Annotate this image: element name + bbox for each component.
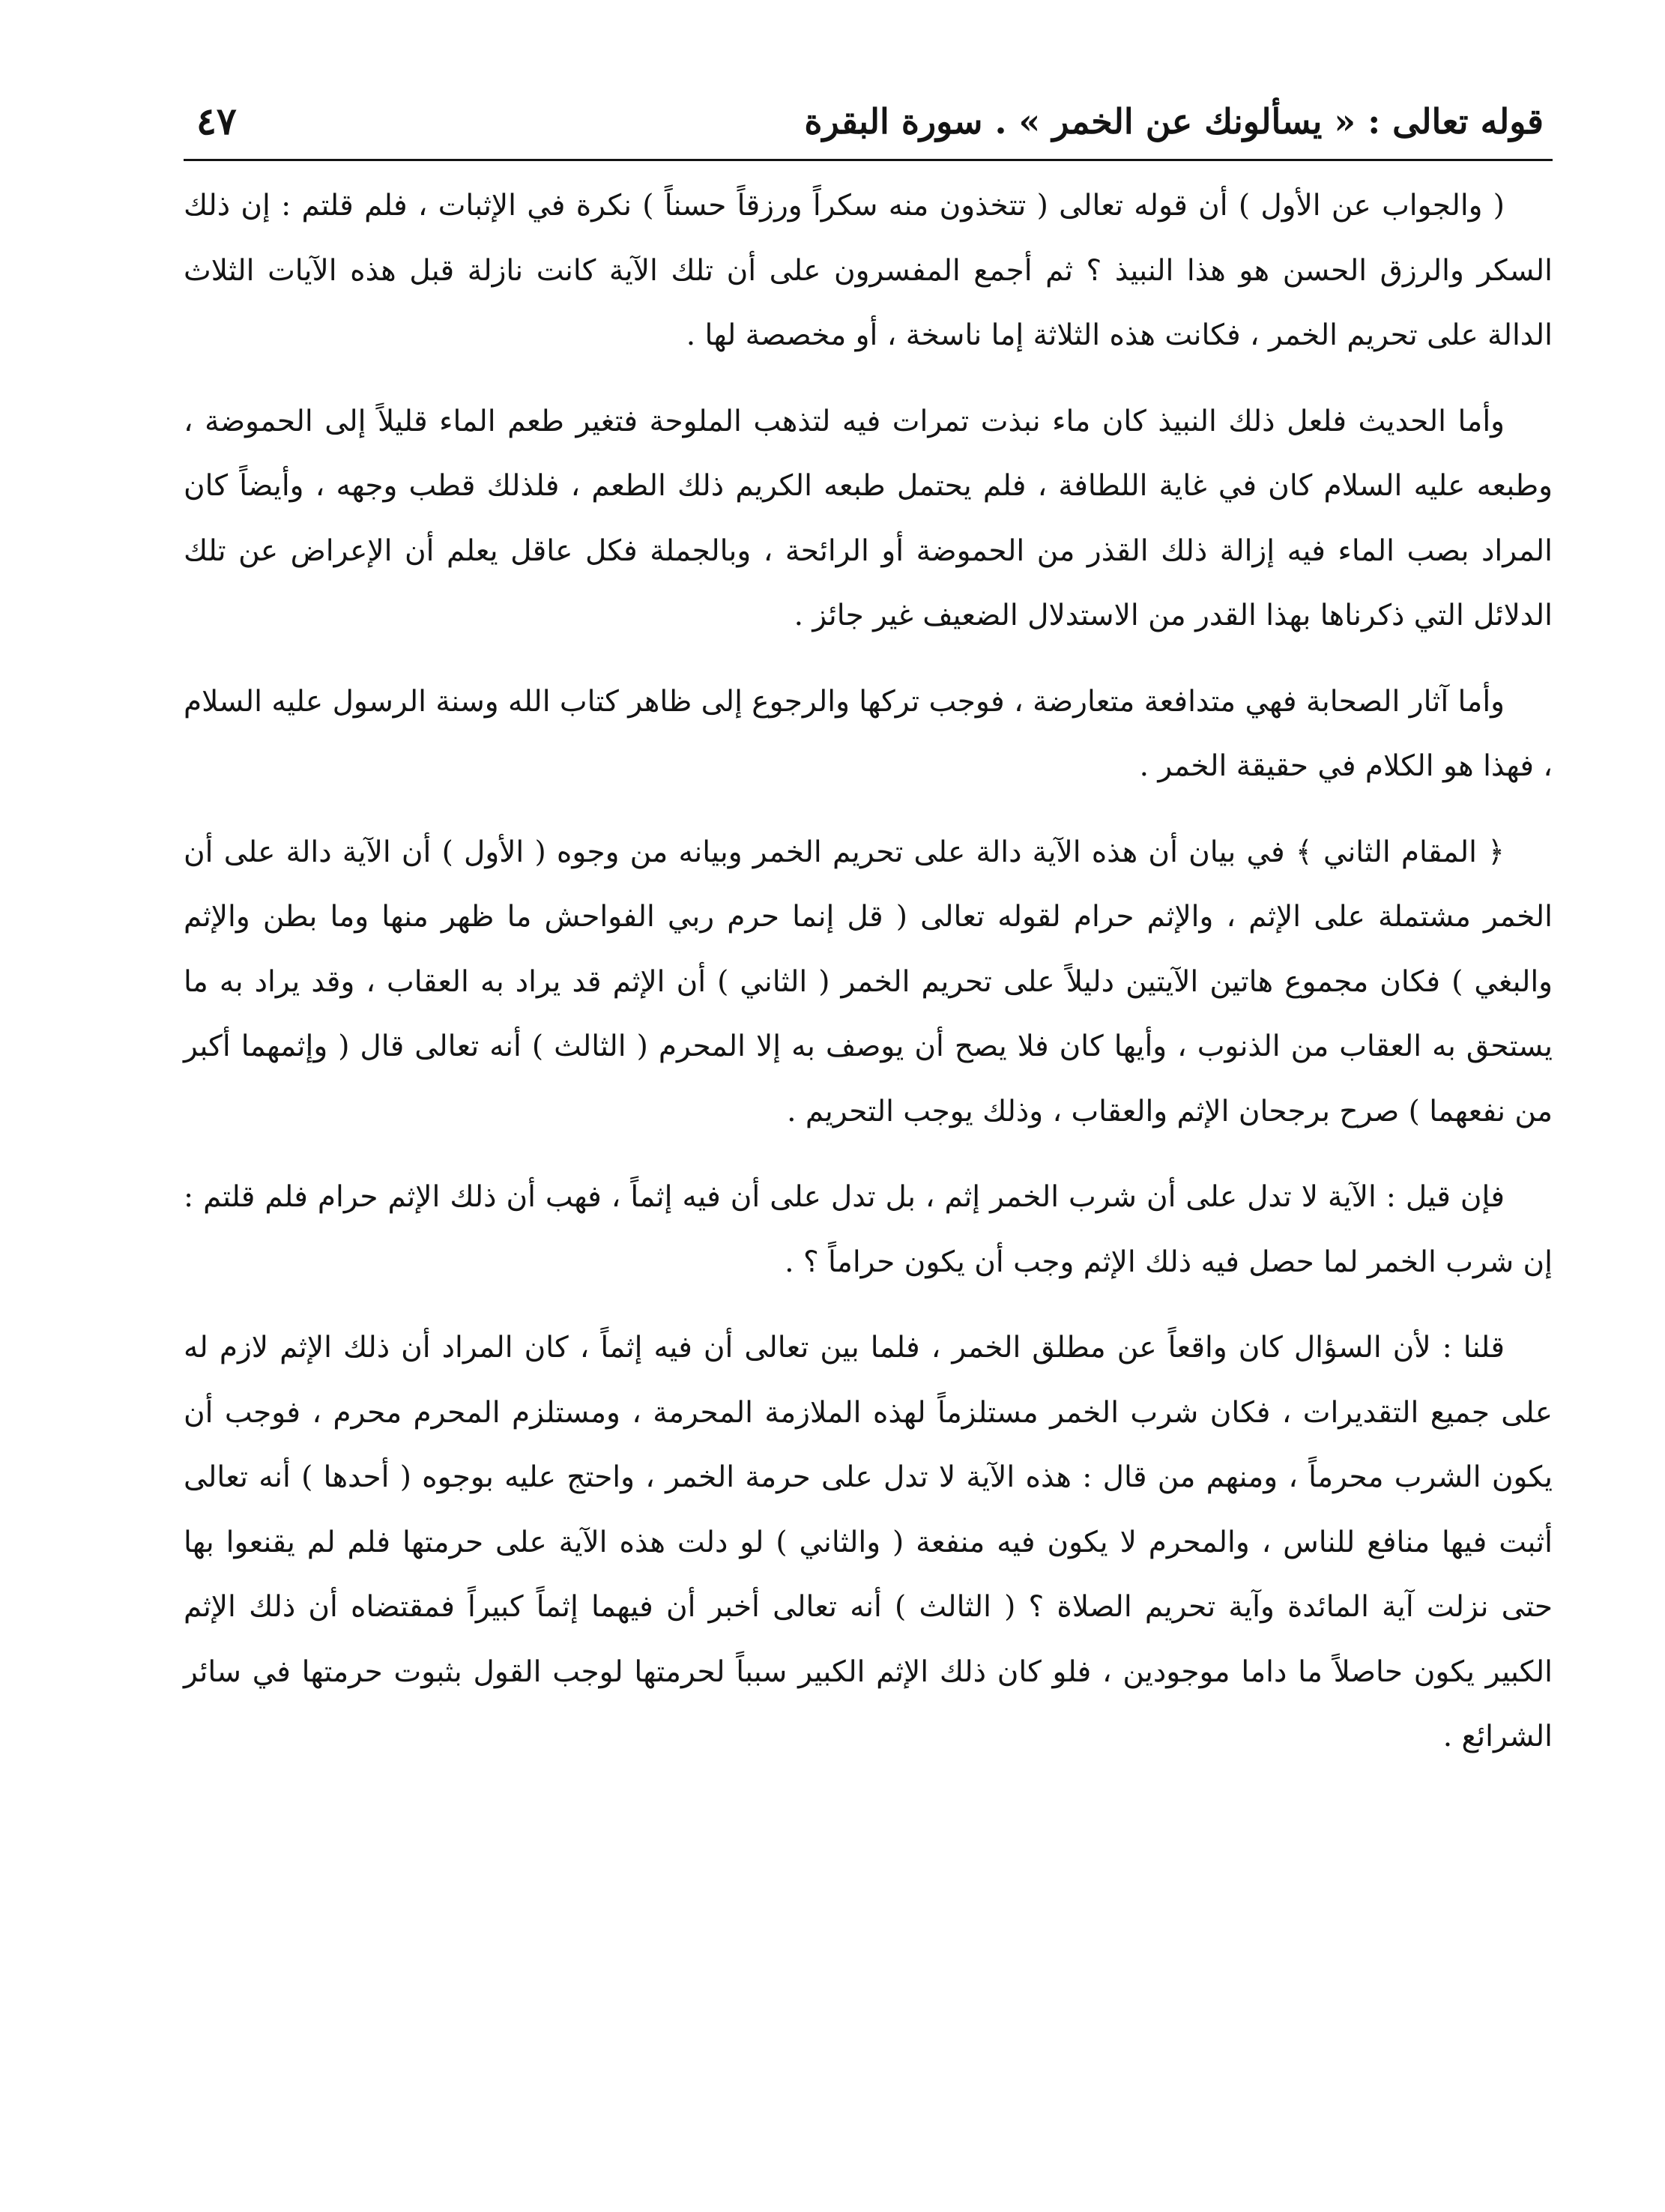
header-divider (184, 159, 1553, 161)
paragraph-companions (184, 670, 1553, 800)
paragraph-text: ( والجواب عن الأول ) أن قوله تعالى ( تتخذون منه سكراً ورزقاً حسناً ) نكرة في الإثبات ، فلم قلتم : إن ذلك السكر والرزق الحسن هو هذا النبيذ ؟ ثم أجمع المفسرون على أن تلك الآية كانت نازلة قبل هذه الآيات الثلاث الدالة على تحريم الخمر ، فكانت هذه الثلاثة إما ناسخة ، أو مخصصة لها . (184, 189, 1553, 352)
paragraph-objection (184, 1165, 1553, 1295)
paragraph-text: فإن قيل : الآية لا تدل على أن شرب الخمر إثم ، بل تدل على أن فيه إثماً ، فهب أن ذلك الإثم حرام فلم قلتم : إن شرب الخمر لما حصل فيه ذلك الإثم وجب أن يكون حراماً ؟ . (184, 1180, 1553, 1279)
paragraph-text: وأما آثار الصحابة فهي متدافعة متعارضة ، فوجب تركها والرجوع إلى ظاهر كتاب الله وسنة الرسول عليه السلام ، فهذا هو الكلام في حقيقة الخمر . (184, 684, 1553, 783)
running-header (187, 88, 1551, 160)
paragraph-text: وأما الحديث فلعل ذلك النبيذ كان ماء نبذت تمرات فيه لتذهب الملوحة فتغير طعم الماء قليلاً إلى الحموضة ، وطبعه عليه السلام كان في غاية اللطافة ، فلم يحتمل طبعه الكريم ذلك الطعم ، فلذلك قطب وجهه ، وأيضاً كان المراد بصب الماء فيه إزالة ذلك القذر من الحموضة أو الرائحة ، وبالجملة فكل عاقل يعلم أن الإعراض عن تلك الدلائل التي ذكرناها بهذا القدر من الاستدلال الضعيف غير جائز . (184, 404, 1553, 632)
paragraph-hadith (184, 390, 1553, 649)
paragraph-second-section (184, 821, 1553, 1145)
header-title: قوله تعالى : « يسألونك عن الخمر » . سورة البقرة (804, 101, 1544, 142)
paragraph-text: ﴿ المقام الثاني ﴾ في بيان أن هذه الآية دالة على تحريم الخمر وبيانه من وجوه ( الأول ) أن الآية دالة على أن الخمر مشتملة على الإثم ، والإثم حرام لقوله تعالى ( قل إنما حرم ربي الفواحش ما ظهر منها وما بطن والإثم والبغي ) فكان مجموع هاتين الآيتين دليلاً على تحريم الخمر ( الثاني ) أن الإثم قد يراد به العقاب ، وقد يراد به ما يستحق به العقاب من الذنوب ، وأيها كان فلا يصح أن يوصف به إلا المحرم ( الثالث ) أنه تعالى قال ( وإثمهما أكبر من نفعهما ) صرح برجحان الإثم والعقاب ، وذلك يوجب التحريم . (184, 835, 1553, 1128)
body-text (184, 174, 1553, 1791)
page-number: ٤٧ (196, 99, 237, 143)
paragraph-answer (184, 1316, 1553, 1770)
paragraph-text: قلنا : لأن السؤال كان واقعاً عن مطلق الخمر ، فلما بين تعالى أن فيه إثماً ، كان المراد أن ذلك الإثم لازم له على جميع التقديرات ، فكان شرب الخمر مستلزماً لهذه الملازمة المحرمة ، ومستلزم المحرم محرم ، فوجب أن يكون الشرب محرماً ، ومنهم من قال : هذه الآية لا تدل على حرمة الخمر ، واحتج عليه بوجوه ( أحدها ) أنه تعالى أثبت فيها منافع للناس ، والمحرم لا يكون فيه منفعة ( والثاني ) لو دلت هذه الآية على حرمتها فلم لم يقنعوا بها حتى نزلت آية المائدة وآية تحريم الصلاة ؟ ( الثالث ) أنه تعالى أخبر أن فيهما إثماً كبيراً فمقتضاه أن ذلك الإثم الكبير يكون حاصلاً ما داما موجودين ، فلو كان ذلك الإثم الكبير سبباً لحرمتها لوجب القول بثبوت حرمتها في سائر الشرائع . (184, 1331, 1553, 1753)
paragraph-reply-first (184, 174, 1553, 369)
